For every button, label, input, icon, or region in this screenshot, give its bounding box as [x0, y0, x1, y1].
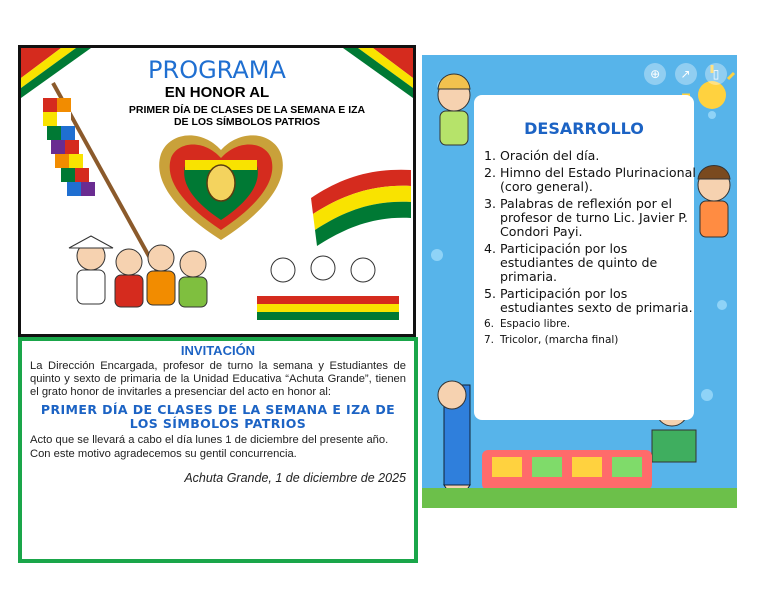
card-toolbar	[640, 63, 727, 85]
children-group-right-icon	[257, 256, 399, 320]
programa-panel	[18, 45, 416, 337]
invitacion-title: INVITACIÓN	[180, 343, 256, 358]
invitacion-panel	[18, 337, 418, 563]
desarrollo-title: DESARROLLO	[524, 119, 644, 138]
invitacion-line-2: Con este motivo agradecemos su gentil concurrencia.	[30, 448, 297, 460]
invitacion-text: La Dirección Encargada, profesor de turno la semana y Estudiantes de quinto y sexto de primaria de la Unidad Educativa “Achuta Grande”, tienen el grato honor de invitarles a presenciar del acto en honor al:	[30, 360, 406, 398]
list-item: 3. Palabras de reflexión por el profesor de turno Lic. Javier P. Condori Payi.	[484, 196, 688, 239]
list-item: 7. Tricolor, (marcha final)	[484, 334, 619, 346]
desarrollo-list	[484, 149, 696, 350]
list-item: 6. Espacio libre.	[484, 318, 571, 330]
programa-title: PROGRAMA	[148, 56, 286, 84]
honor-heading: EN HONOR AL	[164, 84, 270, 101]
zoom-icon[interactable]: ⊕	[644, 63, 666, 85]
child-pencil-icon	[438, 381, 466, 409]
bookmark-icon[interactable]: ▯	[705, 63, 727, 85]
list-item: 4. Participación por los estudiantes de quinto de primaria.	[484, 241, 658, 284]
heart-coat-of-arms-icon	[159, 135, 283, 240]
list-item: 1. Oración del día.	[484, 148, 600, 163]
share-icon[interactable]: ↗	[675, 63, 697, 85]
children-group-left-icon	[69, 236, 207, 307]
list-item: 5. Participación por los estudiantes sexto de primaria.	[484, 286, 693, 315]
programa-subtitle: PRIMER DÍA DE CLASES DE LA SEMANA E IZA DE LOS SÍMBOLOS PATRIOS	[128, 104, 366, 128]
invitacion-line-1: Acto que se llevará a cabo el día lunes 1 de diciembre del presente año.	[30, 434, 389, 446]
invitacion-date: Achuta Grande, 1 de diciembre de 2025	[184, 471, 406, 485]
invitacion-event: PRIMER DÍA DE CLASES DE LA SEMANA E IZA DE LOS SÍMBOLOS PATRIOS	[40, 402, 396, 431]
list-item: 2. Himno del Estado Plurinacional (coro general).	[484, 165, 696, 194]
desarrollo-card	[422, 55, 737, 508]
bolivia-flag-wave-icon	[311, 170, 411, 246]
